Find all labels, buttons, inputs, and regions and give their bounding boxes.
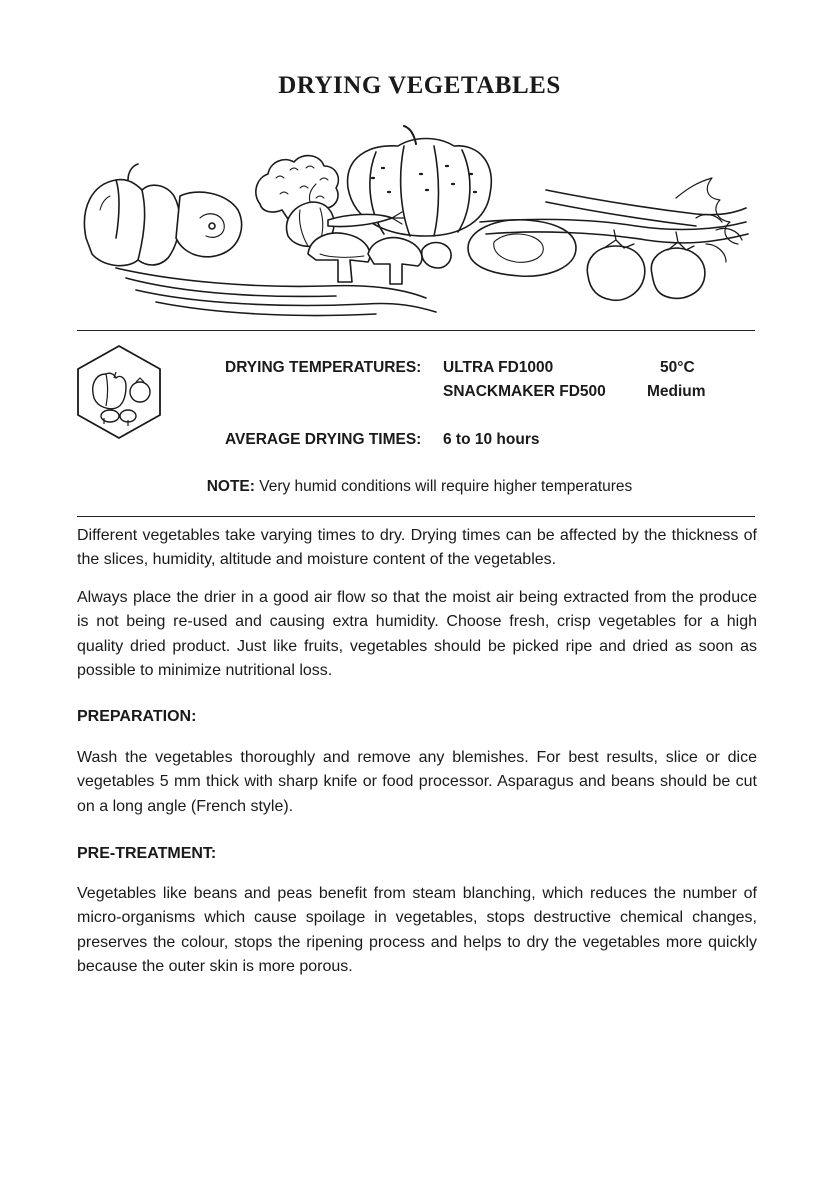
preparation-heading: PREPARATION: [77,708,197,725]
vegetables-illustration [76,118,756,328]
preparation-text: Wash the vegetables thoroughly and remove any blemishes. For best results, slice or dice vegetables 5 mm thick with sharp knife or food processor. Asparagus and beans should be cut on a long angle (French style). [77,749,757,815]
intro-paragraph-1: Different vegetables take varying times to dry. Drying times can be affected by the thickness of the slices, humidity, altitude and moisture content of the vegetables. [77,527,757,569]
pre-treatment-heading: PRE-TREATMENT: [77,845,217,862]
temp-ultra-fd1000: 50°C [660,359,695,376]
note-text: Very humid conditions will require higher temperatures [259,478,633,495]
model-ultra-fd1000: ULTRA FD1000 [443,359,554,376]
divider-top [77,330,755,331]
note [0,478,839,496]
divider-bottom [77,516,755,517]
intro-paragraph-2: Always place the drier in a good air flow so that the moist air being extracted from the produce is not being re-used and causing extra humidity. Choose fresh, crisp vegetables for a high quality dried product. Just like fruits, vegetables should be picked ripe and dried as soon as possible to minimize nutritional loss. [77,589,757,679]
model-snackmaker-fd500: SNACKMAKER FD500 [443,383,606,400]
drying-temperatures-label: DRYING TEMPERATURES: [225,359,422,376]
average-drying-times-value: 6 to 10 hours [443,431,540,448]
average-drying-times-label: AVERAGE DRYING TIMES: [225,431,422,448]
page-title: DRYING VEGETABLES [278,72,561,99]
note-label: NOTE: [206,478,255,495]
vegetables-hexagon-icon [76,344,162,440]
temp-snackmaker-fd500: Medium [647,383,706,400]
pre-treatment-text: Vegetables like beans and peas benefit from steam blanching, which reduces the number of micro-organisms which cause spoilage in vegetables, stops destructive chemical changes, preserves the colour, stops the ripening process and helps to dry the vegetables more quickly because the outer skin is more porous. [77,885,757,975]
